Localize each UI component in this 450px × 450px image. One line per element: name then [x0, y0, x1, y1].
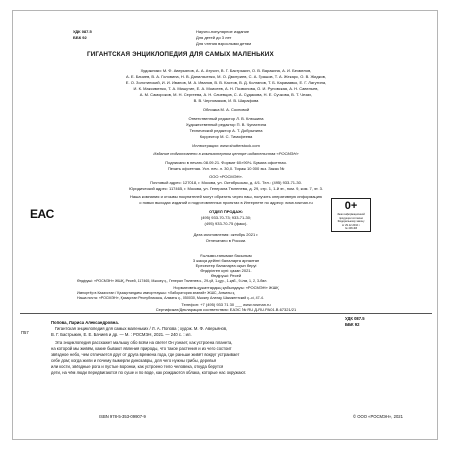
artists-line: Е. О. Золотинский, И. И. Иванов, М. А. Иванов, В. В. Кастов, В. Д. Колганов, Т. Б. Карамавко, Е. Г. Лагутина,	[125, 80, 327, 85]
print-line: Печать офсетная. Усл. печ. л. 30,0. Тираж 10 000 экз. Заказ №	[167, 166, 285, 171]
kazakh-line: 3 жасқа дейінгі балаларға арналған	[192, 258, 260, 263]
bbk-code: ББК 92	[73, 35, 87, 40]
illustrations-credit: Иллюстрации: www.shutterstock.com	[192, 143, 260, 148]
genre-line: Для чтения взрослыми детям	[196, 41, 251, 46]
book-title: ГИГАНТСКАЯ ЭНЦИКЛОПЕДИЯ ДЛЯ САМЫХ МАЛЕНЬКИХ	[87, 51, 274, 58]
editor-line: Технический редактор А. Т. Добрынина	[189, 128, 263, 133]
kazakh-line: Телефон: +7 (495) 933 71 30 ___ www.rosman.ru	[181, 302, 271, 307]
eac-mark: EAC	[30, 207, 54, 221]
kazakh-line: Ересектер балаларға оқып беруі	[195, 263, 257, 268]
kazakh-line: Өндіруші: Ресей	[210, 273, 242, 278]
annotation-line: себе дом; когда жили и почему вымерли динозавры, для чего нужны грибы, деревья	[51, 358, 217, 363]
bbk-lower: ББК 92	[345, 322, 360, 327]
printed-in: Отпечатано в России.	[205, 238, 247, 243]
print-line: Подписано в печать 08.09.21. Формат 60×90⅛. Бумага офсетная.	[165, 160, 287, 165]
kazakh-line: Сертификат/Декларация соответствия: ЕАЭС № RU Д-RU.РА01.В.67321/21	[155, 307, 297, 312]
catalog-line: Гигантская энциклопедия для самых маленьких / Л. А. Попова ; худож. М. Ф. Аверьянов,	[55, 326, 228, 331]
layout-note: Издание подготовлено в компьютерном центре издательства «РОСМЭН»	[153, 151, 299, 156]
age-rating-text: № 436-ФЗ	[344, 227, 358, 230]
kazakh-line: Импортёр в Казахстан / Қазақстандағы импорттаушы: «Лаборатория знаний» ЖШС, Алматы қ.	[77, 291, 236, 295]
age-rating-box	[331, 198, 371, 232]
imprint-page	[12, 10, 438, 440]
kazakh-line: Наша почта: «РОСМЭН», Қазақстан Республикасы, Алматы қ., 050030, Мәскеу Алатау, Шымкентский қ.-сі, 47-4.	[77, 296, 264, 300]
udk-lower: УДК 087.5	[345, 316, 365, 321]
artists-line: А. Е. Бачиев, В. А. Головина, Н. В. Данильченко, М. О. Дмитриев, С. А. Грашов, Т. А. Жекарс, О. В. Жидков,	[125, 74, 326, 79]
annotation-line: или кости, звёздные рога и пустые воронки, как устроено тело человека, откуда берутся	[51, 364, 224, 369]
catalog-line: В. Г. Бастрыкин, Е. Е. Бачиев и др. — М. : РОСМЭН, 2021. — 240 с. : ил.	[51, 332, 192, 337]
artists-line: Художники: М. Ф. Аверьянов, А. А. Атучин, В. Г. Бастрыкин, О. В. Варакина, А. И. Безмелов,	[140, 68, 312, 73]
sales-phone: (495) 933-70-75 (факс).	[204, 221, 248, 226]
kazakh-line: Нормативтік-құжаттардың қабылдауы: «РОСМЭН» ЖШҚ	[173, 285, 279, 290]
age-rating-text: Федеральному закону	[337, 220, 365, 223]
feedback-line: о новых выходах изданий и подготовленных проектах в Интернете по адресу: www.rosman.ru	[139, 200, 313, 205]
separator-line	[20, 313, 432, 314]
genre-line: Для детей до 3 лет	[196, 35, 232, 40]
artists-line: И. К. Максименко, Т. А. Мишутин, Е. А. Моисеев, А. Н. Позвонова, О. И. Руновская, А. Н. Савельев,	[133, 86, 319, 91]
cover-artist: Обложка М. А. Сосновой	[202, 107, 250, 112]
sales-phone: (495) 933-70-73; 933-71-30;	[200, 215, 252, 220]
annotation-line: на которой мы живём, какие бывают явления природы, что такое растения и из чего состоит	[51, 346, 232, 351]
editor-line: Художественный редактор П. В. Чупахтина	[185, 122, 267, 127]
kazakh-line: Өндіруші: «РОСМЭН» ЖШҚ, Ресей, 117465, Мәскеу қ., Генерал Тюленев к., 29-үй, 1-құр., 1-қаб., 9-ілм, 1, 2, 3-бөл.	[77, 279, 268, 283]
publisher-address: Юридический адрес: 117465, г. Москва, ул. Генерала Тюленева, д. 29, стр. 1, 1-й эт., пом. 9, ком. 7, эт. 3.	[129, 186, 323, 191]
kazakh-line: Ғылыми-танымал басылым	[200, 253, 252, 258]
p57-code: П57	[21, 330, 29, 335]
annotation-line: звёздное небо, чем отличается друг от друга времена года, где раньше живёт вокруг устраивает	[51, 352, 240, 357]
annotation-line: Эта энциклопедия расскажет малышу обо всём на свете! Он узнает, как устроена планета,	[55, 340, 233, 345]
feedback-line: Наша компания и отзывы покупателей могут обратить через наш, получить оперативную информацию	[130, 194, 322, 199]
kazakh-line: Өндірілген күні: қазан 2021.	[200, 268, 252, 273]
age-rating-text: Знак информационной	[337, 213, 365, 216]
annotation-line: дети, на чём люди передвигаются по суше и по воде, как рождаются облака, которые нас окружают.	[51, 370, 247, 375]
age-rating-number: 0+	[344, 200, 358, 212]
publisher-name: ООО «РОСМЭН».	[209, 174, 243, 179]
age-rating-text: от 29.12.2010 г.	[341, 223, 361, 227]
editor-line: Ответственный редактор Л. В. Клюшина	[188, 116, 264, 121]
publisher-address: Почтовый адрес: 127018, г. Москва, ул. Октябрьская, д. 4/1. Тел.: (495) 933-71-30.	[150, 180, 302, 185]
isbn: ISBN 978-5-353-09907-9	[99, 414, 146, 419]
manufacture-date: Дата изготовления: октябрь 2021 г.	[193, 232, 259, 237]
editor-line: Корректор М. С. Тимофеева	[199, 134, 253, 139]
udk-code: УДК 087.5	[73, 29, 92, 34]
artists-line: А. М. Самороков, М. Н. Сергеева, А. Н. Сачевцов, С. А. Судакова, Н. Е. Сучкова, В. Т. Чезах,	[139, 92, 313, 97]
artists-line: В. В. Черномазов, И. В. Шарафова	[193, 98, 259, 103]
author-name: Попова, Лариса Александровна.	[51, 320, 119, 325]
genre-line: Научно-популярное издание	[196, 29, 250, 34]
copyright: © ООО «РОСМЭН», 2021	[353, 414, 403, 419]
sales-title: ОТДЕЛ ПРОДАЖ:	[208, 209, 244, 214]
age-rating-text: продукции согласно	[338, 216, 364, 220]
